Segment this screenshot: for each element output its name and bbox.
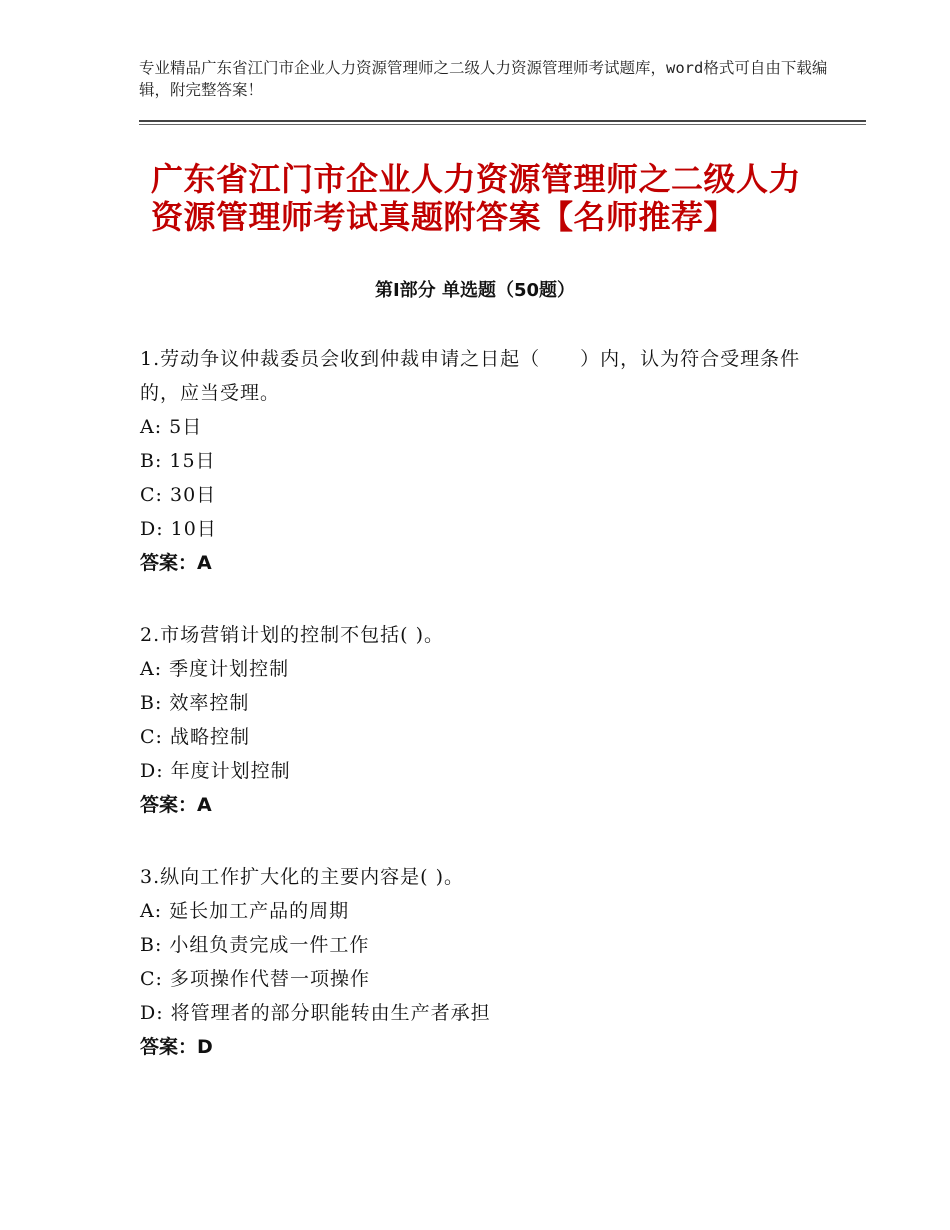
header-rule-thick [139, 120, 866, 122]
question-1 [140, 342, 820, 580]
option-a: A: 5日 [140, 416, 203, 438]
question-stem: 3.纵向工作扩大化的主要内容是( )。 [140, 866, 464, 888]
option-a: A: 延长加工产品的周期 [140, 900, 350, 922]
section-title: 第Ⅰ部分 单选题（50题） [374, 280, 575, 301]
header-rule-thin [139, 124, 866, 125]
question-stem: 2.市场营销计划的控制不包括( )。 [140, 624, 444, 646]
question-3 [140, 860, 820, 1064]
option-d: D: 将管理者的部分职能转由生产者承担 [140, 1002, 491, 1024]
option-c: C: 多项操作代替一项操作 [140, 968, 370, 990]
option-b: B: 效率控制 [140, 692, 250, 714]
question-stem: 1.劳动争议仲裁委员会收到仲裁申请之日起（ ）内，认为符合受理条件的，应当受理。 [140, 348, 801, 404]
header-note: 专业精品广东省江门市企业人力资源管理师之二级人力资源管理师考试题库，word格式可自由下载编辑，附完整答案！ [139, 59, 828, 99]
option-d: D: 10日 [140, 518, 217, 540]
option-c: C: 30日 [140, 484, 217, 506]
question-list [140, 342, 820, 1102]
document-title: 广东省江门市企业人力资源管理师之二级人力资源管理师考试真题附答案【名师推荐】 [151, 160, 802, 236]
answer: 答案：A [140, 552, 212, 574]
option-b: B: 小组负责完成一件工作 [140, 934, 370, 956]
option-d: D: 年度计划控制 [140, 760, 291, 782]
answer: 答案：A [140, 794, 212, 816]
answer: 答案：D [140, 1036, 213, 1058]
question-2 [140, 618, 820, 822]
option-a: A: 季度计划控制 [140, 658, 290, 680]
option-b: B: 15日 [140, 450, 216, 472]
option-c: C: 战略控制 [140, 726, 250, 748]
